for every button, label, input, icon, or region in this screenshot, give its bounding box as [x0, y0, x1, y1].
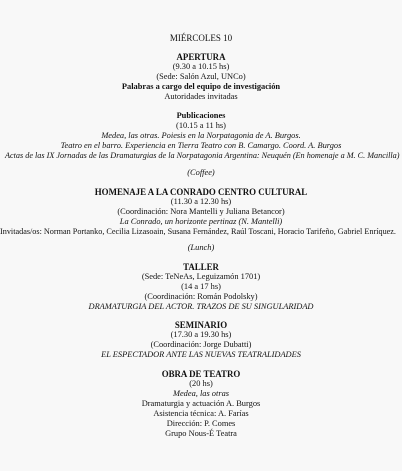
- taller-topic: DRAMATURGIA DEL ACTOR. TRAZOS DE SU SINGULARIDAD: [88, 302, 314, 311]
- lunch-break: (Lunch): [187, 243, 215, 252]
- publicaciones-title: Publicaciones: [176, 111, 226, 120]
- seminario-title: SEMINARIO: [174, 320, 228, 330]
- apertura-title: APERTURA: [176, 52, 226, 62]
- obra-assist: Asistencia técnica: A. Farías: [153, 409, 249, 418]
- obra-director: Dirección: P. Comes: [166, 419, 236, 428]
- obra-title: OBRA DE TEATRO: [161, 369, 241, 379]
- taller-coord: (Coordinación: Román Podolsky): [144, 292, 258, 301]
- publication-item: Actas de las IX Jornadas de las Dramaturgias de la Norpatagonia Argentina: Neuquén (En homenaje a M. C. Mancilla): [5, 151, 400, 160]
- homenaje-time: (11.30 a 12.30 hs): [170, 197, 232, 206]
- seminario-coord: (Coordinación: Jorge Dubatti): [150, 340, 252, 349]
- seminario-topic: EL ESPECTADOR ANTE LAS NUEVAS TEATRALIDADES: [101, 350, 301, 359]
- obra-name: Medea, las otras: [172, 389, 230, 398]
- apertura-speech: Palabras a cargo del equipo de investigación: [121, 82, 281, 91]
- publication-item: Medea, las otras. Poiesis en la Norpatagonia de A. Burgos.: [101, 131, 301, 140]
- taller-title: TALLER: [183, 262, 219, 272]
- apertura-venue: (Sede: Salón Azul, UNCo): [156, 72, 246, 81]
- publication-item: Teatro en el barro. Experiencia en Tierra Teatro con B. Camargo. Coord. A. Burgos: [60, 141, 342, 150]
- homenaje-book: La Conrado, un horizonte pertinaz (N. Mantelli): [119, 217, 283, 226]
- homenaje-coord: (Coordinación: Nora Mantelli y Juliana Betancor): [117, 207, 285, 216]
- seminario-time: (17.30 a 19.30 hs): [170, 330, 232, 339]
- day-heading: MIÉRCOLES 10: [169, 33, 233, 43]
- homenaje-title: HOMENAJE A LA CONRADO CENTRO CULTURAL: [94, 187, 308, 197]
- homenaje-guests: Invitadas/os: Norman Portanko, Cecilia Lizasoain, Susana Fernández, Raúl Toscani, Horacio Tarifeño, Gabriel Enríquez.: [0, 227, 396, 236]
- taller-time: (14 a 17 hs): [181, 282, 221, 291]
- publicaciones-time: (10.15 a 11 hs): [176, 121, 226, 130]
- obra-author: Dramaturgia y actuación A. Burgos: [141, 399, 261, 408]
- obra-time: (20 hs): [189, 379, 213, 388]
- obra-group: Grupo Nous-É Teatra: [165, 429, 237, 438]
- apertura-time: (9.30 a 10.15 hs): [172, 62, 230, 71]
- apertura-guests: Autoridades invitadas: [164, 92, 238, 101]
- coffee-break: (Coffee): [187, 168, 215, 177]
- taller-venue: (Sede: TeNeAs, Leguizamón 1701): [141, 272, 261, 281]
